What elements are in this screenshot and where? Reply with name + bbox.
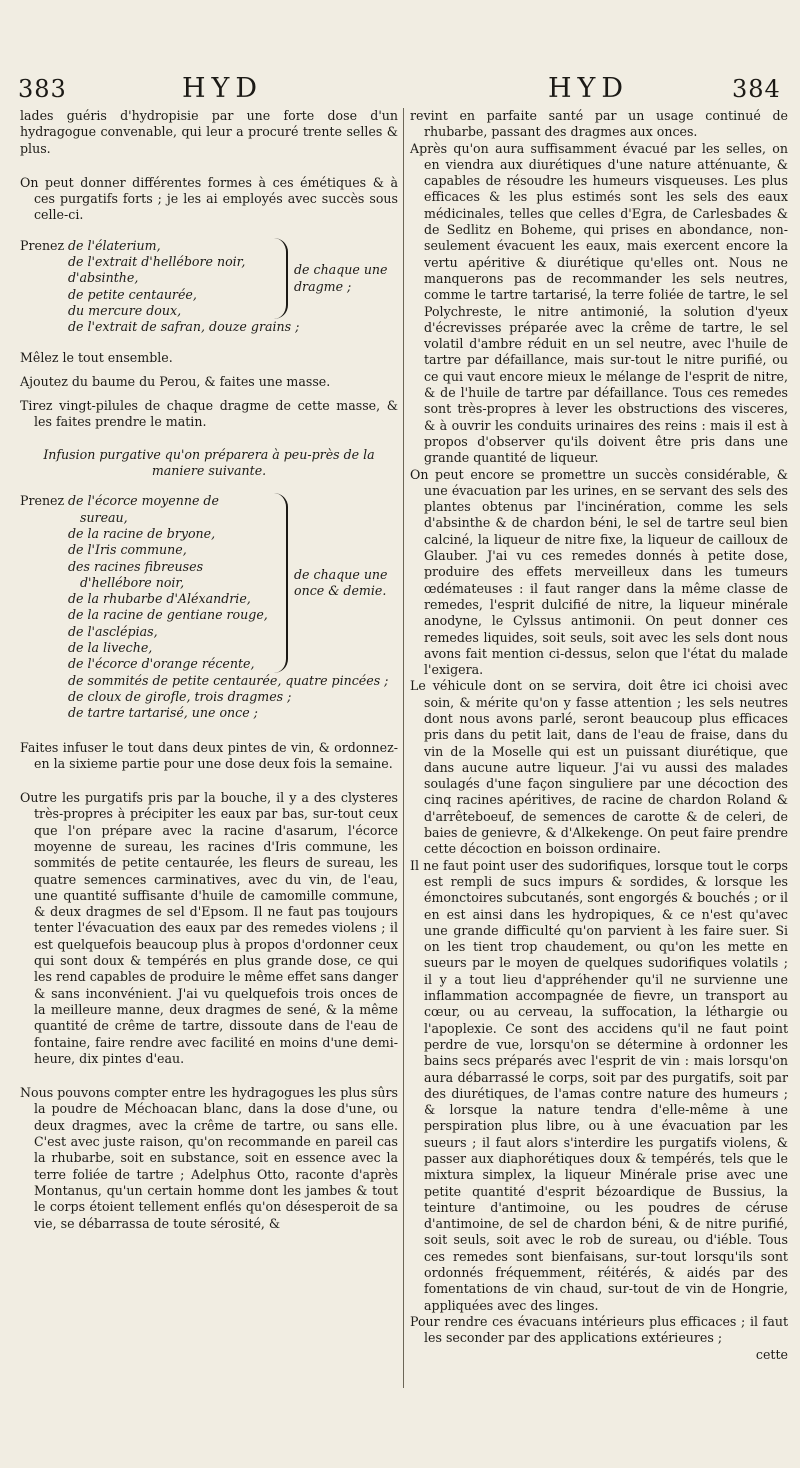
paragraph: Ajoutez du baume du Perou, & faites une masse. [20,373,331,389]
ingredient: d'absinthe, [68,270,139,286]
ingredient: de l'Iris commune, [68,542,187,558]
paragraph: Il ne faut point user des sudorifiques, lorsque tout le corps est rempli de sucs impurs & sordides, & lorsque les émonctoires subcutanés, sont engorgés & bouchés ; or il en est ainsi dans les hydropiques, & ce n'est qu'avec une grande difficulté qu'on parvient à les faire suer. Si on les tient trop chaudement, ou qu'on les mette en sueurs par le moyen de quelques sudorifiques volatils ; il y a tout lieu d'appréhender qu'il ne survienne une inflammation accompagnée de fievre, un transport au cœur, ou au cerveau, la suffocation, la léthargie ou l'apoplexie. Ce sont des accidens qu'il ne faut point perdre de vue, lorsqu'on se détermine à ordonner les bains secs préparés avec l'esprit de vin : mais lorsqu'on aura débarrassé le corps, soit par des purgatifs, soit par des diurétiques, de l'amas contre nature des humeurs ; & lorsque la nature tendra d'elle-même à une perspiration plus libre, ou à une évacuation par les sueurs ; il faut alors s'interdire les purgatifs violens, & passer aux diaphorétiques doux & tempérés, tels que le mixtura simplex, la liqueur Minérale prise avec une petite quantité d'esprit bézoardique de Bussius, la teinture d'antimoine, ou les poudres de céruse d'antimoine, de sel de chardon béni, & de nitre purifié, soit seuls, soit avec le rob de sureau, ou d'iéble. Tous ces remedes sont bienfaisans, sur-tout lorsqu'ils sont ordonnés fréquemment, réitérés, & aidés par des fomentations de vin chaud, sur-tout de vin de Hongrie, appliquées avec des linges. [410,857,788,1313]
recipe-tail [20,319,398,335]
paragraph: On peut encore se promettre un succès considérable, & une évacuation par les urines, en se servant des sels des plantes obtenus par l'incinération, comme les sels d'absinthe & de chardon béni, le sel de tartre seul bien calciné, la liqueur de nitre fixe, la liqueur de cailloux de Glauber. J'ai vu ces remedes donnés à petite dose, produire des effets merveilleux dans les tumeurs œdémateuses : il faut ranger dans la même classe de remedes, l'esprit dulcifié de nitre, la liqueur minérale anodyne, le Cylssus antimonii. On peut donner ces remedes liquides, soit seuls, soit avec les sels dont nous avons fait mention ci-dessus, selon que l'état du malade l'exigera. [410,466,788,678]
paragraph: On peut donner différentes formes à ces émétiques & à ces purgatifs forts ; je les ai employés avec succès sous celle-ci. [20,174,398,223]
recipe-word: Prenez [20,237,65,253]
left-running-head: HYD [182,73,264,104]
ingredient: de la racine de gentiane rouge, [68,607,268,623]
paragraph: revint en parfaite santé par un usage continué de rhubarbe, passant des dragmes aux onces. [410,108,788,140]
paragraph: Nous pouvons compter entre les hydragogues les plus sûrs la poudre de Méchoacan blanc, dans la dose d'une, ou deux dragmes, avec la crême de tartre, ou sans elle. C'est avec juste raison, qu'on recommande en pareil cas la rhubarbe, soit en substance, soit en essence avec la terre foliée de tartre ; Adelphus Otto, raconte d'après Montanus, qu'un certain homme dont les jambes & tout le corps étoient tellement enflés qu'on désesperoit de sa vie, se débarrassa de toute sérosité, & [20,1085,398,1231]
paragraph: Mêlez le tout ensemble. [20,349,173,365]
right-running-head: HYD [548,73,630,104]
ingredient: de l'écorce d'orange récente, [68,656,255,672]
ingredient: de l'élaterium, [68,237,161,253]
recipe-heading: Infusion purgative qu'on préparera à peu-près de la maniere suivante. [43,446,375,479]
ingredient: de l'asclépias, [68,623,158,639]
column-divider [403,108,404,1388]
catchword: cette [755,1346,788,1362]
paragraph: Faites infuser le tout dans deux pintes de vin, & ordonnez-en la sixieme partie pour une dose deux fois la semaine. [20,739,398,771]
recipe-2 [20,493,398,672]
paragraph: Après qu'on aura suffisamment évacué par les selles, on en viendra aux diurétiques d'une nature atténuante, & capables de résoudre les humeurs visqueuses. Les plus efficaces & les plus estimés sont les sels des eaux médicinales, telles que celles d'Egra, de Carlesbades & de Sedlitz en Boheme, qui prises en abondance, non-seulement évacuent les eaux, mais exercent encore la vertu apéritive & diurétique qu'elles ont. Nous ne manquerons pas de recommander les sels neutres, comme le tartre tartarisé, la terre foliée de tartre, le sel Polychreste, le nitre antimonié, la solution d'yeux d'écrevisses préparée avec la crême de tartre, le sel volatil d'ambre réduit en un sel neutre, avec l'huile de tartre par défaillance, mais sur-tout le nitre purifié, ou ce qui vaut encore mieux le mélange de l'esprit de nitre, & de l'huile de tartre par défaillance. Tous ces remedes sont très-propres à lever les obstructions des visceres, & à ouvrir les conduits urinaires des reins : mais il est à propos d'observer qu'ils doivent être pris dans une grande quantité de liqueur. [410,140,788,466]
ingredient: de la liveche, [68,640,153,656]
recipe-ingredients [68,238,268,319]
paragraph: Le véhicule dont on se servira, doit être ici choisi avec soin, & mérite qu'on y fasse attention ; les sels neutres dont nous avons parlé, seront beaucoup plus efficaces pris dans du petit lait, dans de l'eau de fraise, dans du vin de la Moselle qui est un puissant diurétique, que dans aucune autre liqueur. J'ai vu aussi des malades soulagés d'une façon singuliere par une décoction des cinq racines apéritives, de racine de chardon Roland & d'arrêteboeuf, de semences de carotte & de celeri, de baies de genievre, & d'Alkekenge. On peut faire prendre cette décoction en boisson ordinaire. [410,678,788,857]
recipe-dose: de chaque une once & demie. [294,566,388,598]
recipe-word: Prenez [20,493,65,509]
left-column [20,108,398,1232]
ingredient: de l'écorce moyenne de sureau, [68,493,219,525]
brace [274,493,288,672]
ingredient: de tartre tartarisé, une once ; [68,705,258,721]
paragraph: lades guéris d'hydropisie par une forte dose d'un hydragogue convenable, qui leur a procuré trente selles & plus. [20,108,398,156]
recipe-ingredients [68,493,268,672]
paragraph: Pour rendre ces évacuans intérieurs plus efficaces ; il faut les seconder par des applications extérieures ; [410,1313,788,1346]
right-page-number: 384 [732,75,781,103]
ingredient: de la rhubarbe d'Aléxandrie, [68,591,251,607]
recipe-tail [20,673,398,722]
recipe-dose: de chaque une dragme ; [294,262,388,294]
ingredient: de petite centaurée, [68,286,197,302]
left-page-number: 383 [18,75,67,103]
ingredient: des racines fibreuses d'hellébore noir, [68,558,204,590]
paragraph: Tirez vingt-pilules de chaque dragme de cette masse, & les faites prendre le matin. [20,398,398,430]
recipe-1 [20,238,398,319]
ingredient: de l'extrait d'hellébore noir, [68,254,246,270]
paragraph: Outre les purgatifs pris par la bouche, il y a des clysteres très-propres à précipiter les eaux par bas, sur-tout ceux que l'on prépare avec la racine d'asarum, l'écorce moyenne de sureau, les racines d'Iris commune, les sommités de petite centaurée, les fleurs de sureau, les quatre semences carminatives, avec du vin, de l'eau, une quantité suffisante d'huile de camomille commune, & deux dragmes de sel d'Epsom. Il ne faut pas toujours tenter l'évacuation des eaux par des remedes violens ; il est quelquefois beaucoup plus à propos d'ordonner ceux qui sont doux & tempérés en plus grande dose, ce qui les rend capables de produire le même effet sans danger & sans inconvénient. J'ai vu quelquefois trois onces de la meilleure manne, deux dragmes de sené, & la même quantité de crême de tartre, dissoute dans de l'eau de fontaine, faire rendre avec facilité en moins d'une demi-heure, dix pintes d'eau. [20,790,398,1066]
ingredient: du mercure doux, [68,302,182,318]
ingredient: de la racine de bryone, [68,525,216,541]
brace [274,238,288,319]
ingredient: de l'extrait de safran, douze grains ; [68,319,300,335]
ingredient: de cloux de girofle, trois dragmes ; [68,688,292,704]
ingredient: de sommités de petite centaurée, quatre pincées ; [68,672,389,688]
right-column [410,108,788,1363]
